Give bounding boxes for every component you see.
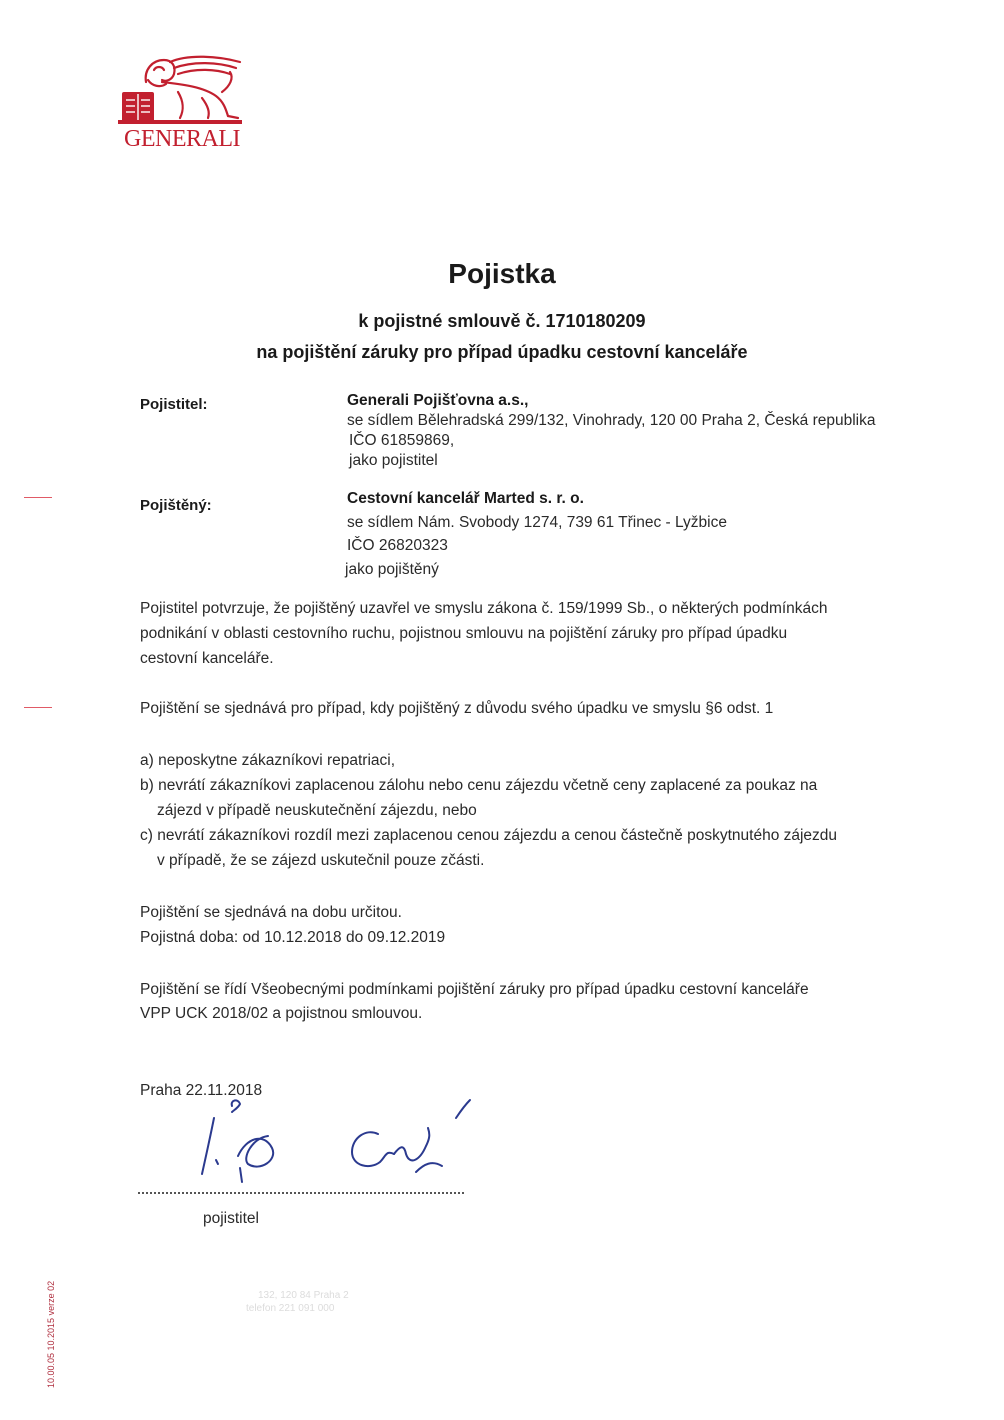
list-item-c-cont: v případě, že se zájezd uskutečnil pouze zčásti.	[157, 852, 485, 869]
insured-address: se sídlem Nám. Svobody 1274, 739 61 Třinec - Lyžbice	[347, 514, 727, 531]
list-item-c: c) nevrátí zákazníkovi rozdíl mezi zaplacenou cenou zájezdu a cenou částečně poskytnutého zájezdu	[140, 827, 838, 844]
paragraph2: Pojištění se sjednává pro případ, kdy pojištěný z důvodu svého úpadku ve smyslu §6 odst. 1	[140, 700, 774, 717]
form-version-code: 10.00.05 10.2015 verze 02	[46, 1280, 56, 1388]
term-line1: Pojištění se sjednává na dobu určitou.	[140, 904, 402, 921]
list-item-b: b) nevrátí zákazníkovi zaplacenou zálohu nebo cenu zájezdu včetně ceny zaplacené za poukaz na	[140, 777, 818, 794]
list-item-b-cont: zájezd v případě neuskutečnění zájezdu, nebo	[157, 802, 477, 819]
winged-lion-icon	[118, 52, 246, 126]
insured-label: Pojištěný:	[140, 497, 212, 514]
insured-ico: IČO 26820323	[347, 537, 448, 554]
document-subtitle-contract: k pojistné smlouvě č. 1710180209	[358, 311, 646, 331]
margin-mark	[24, 707, 52, 708]
margin-mark	[24, 497, 52, 498]
signature-caption: pojistitel	[203, 1210, 259, 1227]
conditions-line: Pojištění se řídí Všeobecnými podmínkami pojištění záruky pro případ úpadku cestovní kanceláře	[140, 981, 809, 998]
insurer-ico: IČO 61859869,	[349, 432, 455, 449]
insurer-name: Generali Pojišťovna a.s.,	[347, 392, 529, 409]
signature-scribble	[180, 1098, 490, 1194]
document-title: Pojistka	[448, 258, 556, 289]
document-subtitle-subject: na pojištění záruky pro případ úpadku cestovní kanceláře	[256, 342, 748, 362]
insurer-role: jako pojistitel	[349, 452, 438, 469]
insured-name: Cestovní kancelář Marted s. r. o.	[347, 490, 584, 507]
generali-logo	[118, 52, 246, 162]
insured-role: jako pojištěný	[345, 561, 439, 578]
paragraph1-line: cestovní kanceláře.	[140, 650, 274, 667]
stamp-text: telefon 221 091 000	[246, 1303, 335, 1314]
signature-line	[138, 1192, 464, 1194]
paragraph1-line: Pojistitel potvrzuje, že pojištěný uzavřel ve smyslu zákona č. 159/1999 Sb., o některých podmínkách	[140, 600, 828, 617]
term-period: Pojistná doba: od 10.12.2018 do 09.12.2019	[140, 929, 446, 946]
stamp-text: 132, 120 84 Praha 2	[258, 1290, 349, 1301]
logo-wordmark: GENERALI	[124, 126, 240, 152]
conditions-line: VPP UCK 2018/02 a pojistnou smlouvou.	[140, 1005, 423, 1022]
insurer-address: se sídlem Bělehradská 299/132, Vinohrady, 120 00 Praha 2, Česká republika	[347, 412, 876, 429]
paragraph1-line: podnikání v oblasti cestovního ruchu, pojistnou smlouvu na pojištění záruky pro případ úpadku	[140, 625, 788, 642]
list-item-a: a) neposkytne zákazníkovi repatriaci,	[140, 752, 396, 769]
place-date: Praha 22.11.2018	[140, 1082, 263, 1099]
insurer-label: Pojistitel:	[140, 396, 208, 413]
